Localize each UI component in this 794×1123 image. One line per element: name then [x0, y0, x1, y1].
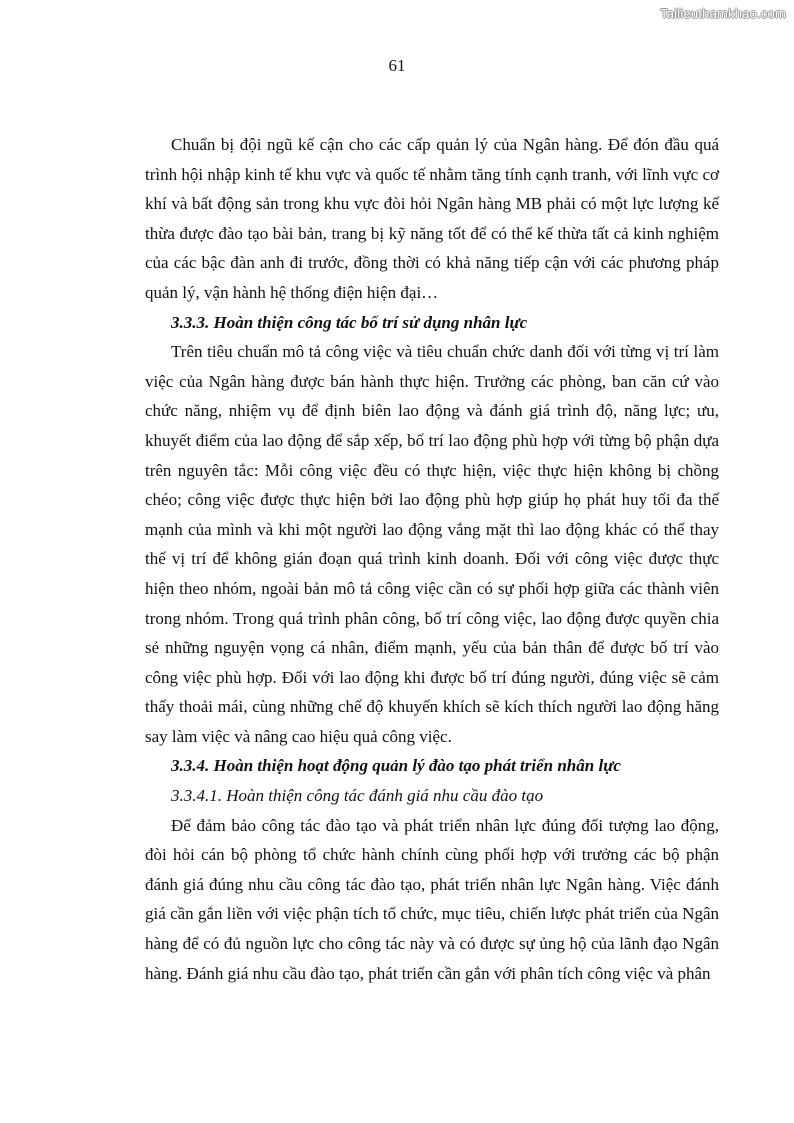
paragraph-staff-arrangement: Trên tiêu chuẩn mô tả công việc và tiêu chuẩn chức danh đối với từng vị trí làm việc của Ngân hàng được bán hành thực hiện. Trưởng các phòng, ban căn cứ vào chức năng, nhiệm vụ để định biên lao động và đánh giá trình độ, năng lực; ưu, khuyết điểm của lao động để sắp xếp, bố trí lao động phù hợp với từng bộ phận dựa trên nguyên tắc: Mỗi công việc đều có thực hiện, việc thực hiện không bị chồng chéo; công việc được thực hiện bởi lao động phù hợp giúp họ phát huy tối đa thế mạnh của mình và khi một người lao động vắng mặt thì lao động khác có thể thay thế vị trí để không gián đoạn quá trình kinh doanh. Đối với công việc được thực hiện theo nhóm, ngoài bản mô tả công việc cần có sự phối hợp giữa các thành viên trong nhóm. Trong quá trình phân công, bố trí công việc, lao động được quyền chia sẻ những nguyện vọng cá nhân, điểm mạnh, yếu của bản thân để được bố trí vào công việc phù hợp. Đối với lao động khi được bố trí đúng người, đúng việc sẽ cảm thấy thoải mái, cùng những chế độ khuyến khích sẽ kích thích người lao động hăng say làm việc và nâng cao hiệu quả công việc.: [145, 342, 719, 746]
subsection-heading-3-3-4-1: 3.3.4.1. Hoàn thiện công tác đánh giá nhu cầu đào tạo: [171, 786, 544, 806]
paragraph-training-needs: Để đảm bảo công tác đào tạo và phát triển nhân lực đúng đối tượng lao động, đòi hỏi cán bộ phòng tổ chức hành chính cùng phối hợp với trưởng các bộ phận đánh giá đúng nhu cầu công tác đào tạo, phát triển nhân lực Ngân hàng. Việc đánh giá cần gắn liền với việc phận tích tổ chức, mục tiêu, chiến lược phát triển của Ngân hàng để có đủ nguồn lực cho công tác này và có được sự ủng hộ của lãnh đạo Ngân hàng. Đánh giá nhu cầu đào tạo, phát triển cần gắn với phân tích công việc và phân: [145, 815, 719, 983]
paragraph-successor-staff: Chuẩn bị đội ngũ kế cận cho các cấp quản lý của Ngân hàng. Để đón đầu quá trình hội nhập kinh tế khu vực và quốc tế nhằm tăng tính cạnh tranh, với lĩnh vực cơ khí và bất động sản trong khu vực đòi hỏi Ngân hàng MB phải có một lực lượng kế thừa được đào tạo bài bản, trang bị kỹ năng tốt để có thể kế thừa tất cả kinh nghiệm của các bậc đàn anh đi trước, đồng thời có khả năng tiếp cận với các phương pháp quản lý, vận hành hệ thống điện hiện đại…: [145, 135, 719, 302]
document-body: [145, 130, 719, 988]
section-heading-3-3-4: 3.3.4. Hoàn thiện hoạt động quản lý đào tạo phát triển nhân lực: [171, 756, 621, 776]
page-number: 61: [388, 56, 406, 75]
watermark: Tailieuthamkhao.com: [660, 6, 786, 21]
section-heading-3-3-3: 3.3.3. Hoàn thiện công tác bố trí sử dụng nhân lực: [171, 312, 528, 332]
